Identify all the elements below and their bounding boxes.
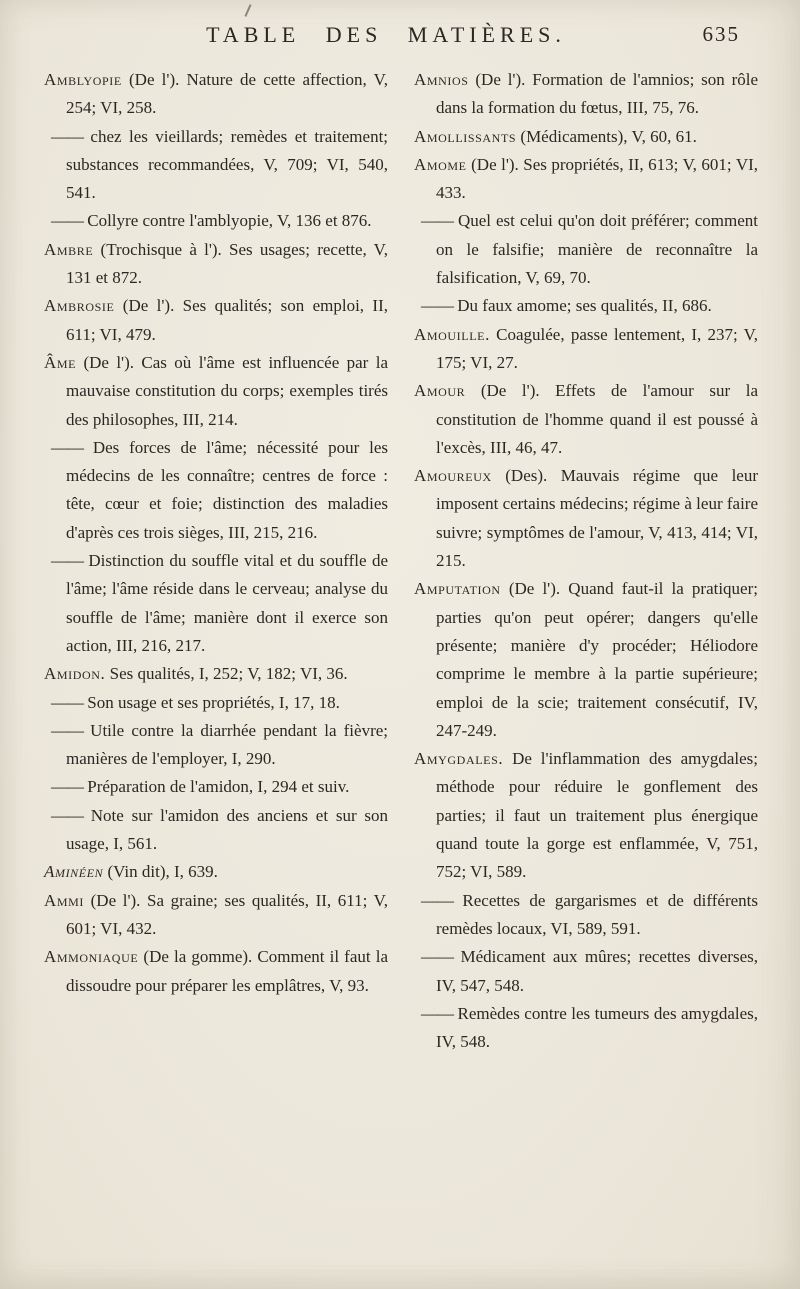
index-entry bbox=[414, 943, 758, 1000]
index-headword: Amour bbox=[414, 381, 466, 401]
index-entry bbox=[44, 123, 388, 208]
index-column-right bbox=[414, 66, 758, 1056]
repeat-dash: —— bbox=[51, 720, 83, 740]
entry-text: (Médicaments), V, 60, 61. bbox=[520, 126, 697, 146]
index-headword: Amnios bbox=[414, 70, 469, 89]
entry-text: (De l'). Ses qualités; son emploi, II, 611; VI, 479. bbox=[66, 296, 388, 344]
entry-text: Ses qualités, I, 252; V, 182; VI, 36. bbox=[109, 664, 348, 684]
index-headword: Ambrosie bbox=[44, 296, 115, 316]
index-entry bbox=[44, 434, 388, 547]
page-number: 635 bbox=[702, 22, 740, 46]
index-entry bbox=[44, 349, 388, 434]
index-headword: Amidon. bbox=[44, 664, 106, 684]
index-entry bbox=[44, 802, 388, 859]
index-entry bbox=[44, 660, 388, 688]
index-entry bbox=[414, 151, 758, 208]
index-headword: Amoureux bbox=[414, 466, 492, 486]
entry-text: (De l'). Quand faut-il la pratiquer; parties qu'on peut opérer; dangers qu'elle présente; manière d'y procéder; Héliodore comprime le membre à la partie supérieure; emploi de la scie; traitement consécutif, IV, 247-249. bbox=[436, 579, 758, 740]
page-header bbox=[44, 16, 758, 54]
entry-text: Remèdes contre les tumeurs des amygdales, IV, 548. bbox=[436, 1003, 758, 1052]
entry-text: chez les vieillards; remèdes et traitement; substances recommandées, V, 709; VI, 540, 541. bbox=[66, 126, 389, 203]
entry-text: (De l'). Ses propriétés, II, 613; V, 601; VI, 433. bbox=[436, 154, 759, 203]
index-entry bbox=[44, 773, 388, 801]
index-entry bbox=[44, 689, 388, 717]
index-entry bbox=[44, 717, 388, 774]
entry-text: Préparation de l'amidon, I, 294 et suiv. bbox=[87, 777, 350, 797]
index-headword: Amblyopie bbox=[44, 70, 122, 89]
index-entry bbox=[44, 943, 388, 1000]
index-headword: Ammoniaque bbox=[44, 947, 139, 967]
repeat-dash: —— bbox=[51, 551, 83, 571]
index-entry bbox=[414, 123, 758, 151]
index-entry bbox=[414, 377, 758, 462]
repeat-dash: —— bbox=[51, 692, 83, 712]
repeat-dash: —— bbox=[421, 890, 453, 910]
entry-text: Du faux amome; ses qualités, II, 686. bbox=[457, 296, 712, 316]
entry-text: Quel est celui qu'on doit préférer; comment on le falsifie; manière de reconnaître la falsification, V, 69, 70. bbox=[436, 211, 758, 288]
repeat-dash: —— bbox=[51, 805, 83, 825]
index-entry bbox=[414, 887, 758, 944]
entry-text: Des forces de l'âme; nécessité pour les médecins de les connaître; centres de force : tête, cœur et foie; distinction des maladies d'après ces trois sièges, III, 215, 216. bbox=[66, 437, 388, 542]
index-entry bbox=[414, 207, 758, 292]
index-entry bbox=[44, 236, 388, 293]
index-headword: Aminéen bbox=[44, 862, 104, 882]
entry-text: Son usage et ses propriétés, I, 17, 18. bbox=[87, 692, 340, 712]
entry-text: Médicament aux mûres; recettes diverses, IV, 547, 548. bbox=[436, 947, 758, 995]
entry-text: (De l'). Formation de l'amnios; son rôle dans la formation du fœtus, III, 75, 76. bbox=[436, 70, 759, 118]
repeat-dash: —— bbox=[421, 1003, 453, 1023]
repeat-dash: —— bbox=[421, 947, 453, 967]
entry-text: (Trochisque à l'). Ses usages; recette, V, 131 et 872. bbox=[66, 239, 389, 288]
index-entry bbox=[414, 292, 758, 320]
entry-text: (De l'). Nature de cette affection, V, 254; VI, 258. bbox=[66, 70, 389, 118]
index-entry bbox=[44, 858, 388, 886]
index-headword: Amome bbox=[414, 154, 467, 174]
index-entry bbox=[414, 1000, 758, 1057]
scan-artifact bbox=[244, 4, 251, 17]
index-entry bbox=[414, 462, 758, 575]
index-entry bbox=[414, 66, 758, 123]
entry-text: (De l'). Effets de l'amour sur la constitution de l'homme quand il est poussé à l'excès, III, 46, 47. bbox=[436, 381, 758, 457]
index-headword: Amouille. bbox=[414, 324, 490, 344]
index-headword: Âme bbox=[44, 352, 77, 372]
index-headword: Amygdales. bbox=[414, 749, 504, 769]
repeat-dash: —— bbox=[421, 211, 453, 231]
index-entry bbox=[44, 887, 388, 944]
index-headword: Amputation bbox=[414, 579, 501, 599]
index-headword: Ambre bbox=[44, 239, 94, 259]
index-entry bbox=[414, 575, 758, 745]
entry-text: (Vin dit), I, 639. bbox=[107, 862, 218, 882]
index-entry bbox=[44, 66, 388, 123]
repeat-dash: —— bbox=[51, 126, 83, 146]
index-columns bbox=[44, 66, 758, 1056]
index-entry bbox=[44, 207, 388, 235]
repeat-dash: —— bbox=[51, 777, 83, 797]
entry-text: (De l'). Cas où l'âme est influencée par la mauvaise constitution du corps; exemples tirés des philosophes, III, 214. bbox=[66, 352, 388, 429]
entry-text: (De l'). Sa graine; ses qualités, II, 611; V, 601; VI, 432. bbox=[66, 890, 389, 938]
entry-text: Recettes de gargarismes et de différents remèdes locaux, VI, 589, 591. bbox=[436, 890, 758, 938]
index-headword: Amollissants bbox=[414, 126, 517, 146]
entry-text: Note sur l'amidon des anciens et sur son usage, I, 561. bbox=[66, 805, 388, 854]
entry-text: Distinction du souffle vital et du souffle de l'âme; l'âme réside dans le cerveau; analyse du souffle de l'âme; manière dont il exerce son action, III, 216, 217. bbox=[66, 551, 388, 655]
entry-text: De l'inflammation des amygdales; méthode pour réduire le gonflement des parties; il faut un traitement plus énergique quand toute la gorge est enflammée, V, 751, 752; VI, 589. bbox=[436, 749, 758, 882]
index-entry bbox=[414, 321, 758, 378]
entry-text: Coagulée, passe lentement, I, 237; V, 175; VI, 27. bbox=[436, 324, 759, 372]
index-entry bbox=[44, 292, 388, 349]
index-headword: Ammi bbox=[44, 890, 85, 910]
repeat-dash: —— bbox=[51, 211, 83, 231]
entry-text: Utile contre la diarrhée pendant la fièvre; manières de l'employer, I, 290. bbox=[66, 720, 389, 769]
repeat-dash: —— bbox=[421, 296, 453, 316]
running-title: TABLE DES MATIÈRES. bbox=[206, 22, 566, 47]
index-column-left bbox=[44, 66, 388, 1056]
entry-text: Collyre contre l'amblyopie, V, 136 et 876. bbox=[87, 211, 372, 231]
entry-text: (De la gomme). Comment il faut la dissoudre pour préparer les emplâtres, V, 93. bbox=[66, 947, 388, 995]
index-entry bbox=[44, 547, 388, 660]
index-entry bbox=[414, 745, 758, 886]
repeat-dash: —— bbox=[51, 437, 83, 457]
entry-text: (Des). Mauvais régime que leur imposent certains médecins; régime à leur faire suivre; symptômes de l'amour, V, 413, 414; VI, 215. bbox=[436, 466, 759, 571]
